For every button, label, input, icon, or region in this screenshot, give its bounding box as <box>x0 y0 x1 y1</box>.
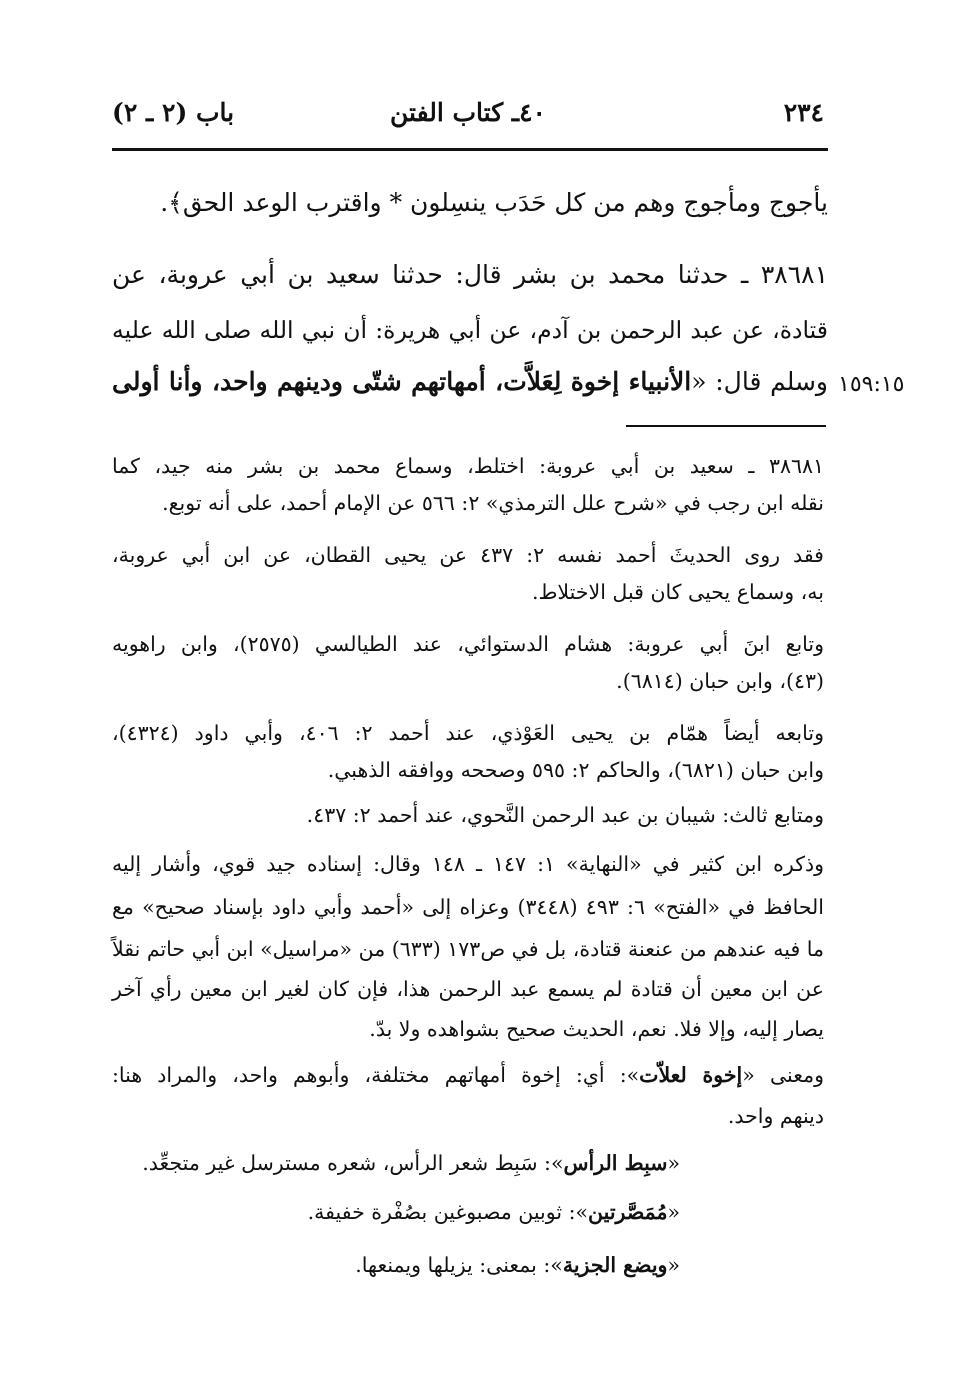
footnote-line: دينهم واحد. <box>727 1104 824 1128</box>
term-bold: مُمَصَّرتين <box>588 1200 668 1224</box>
term-bold: ويضع الجزية <box>562 1253 668 1277</box>
footnote-line: وتابع ابنَ أبي عروبة: هشام الدستوائي، عند الطيالسي (٢٥٧٥)، وابن راهويه <box>112 632 825 656</box>
term-bold: إخوة لعلاّت <box>639 1063 743 1087</box>
footnote-line: يصار إليه، وإلا فلا. نعم، الحديث صحيح بشواهده ولا بدّ. <box>369 1017 824 1041</box>
chapter-label: باب (٢ ـ ٢) <box>112 98 235 127</box>
margin-reference: ١٥٩:١٥ <box>838 372 905 397</box>
footnote-line: وذكره ابن كثير في «النهاية» ١: ١٤٧ ـ ١٤٨ وقال: إسناده جيد قوي، وأشار إليه <box>112 852 824 876</box>
hadith-line-2: قتادة، عن عبد الرحمن بن آدم، عن أبي هريرة: أن نبي الله صلى الله عليه <box>112 316 828 344</box>
footnote-line: عن ابن معين أن قتادة لم يسمع عبد الرحمن هذا، فإن كان لغير ابن معين رأي آخر <box>112 977 824 1001</box>
main-text-line-1: يأجوج ومأجوج وهم من كل حَدَب ينسِلون * واقترب الوعد الحق﴾. <box>160 188 828 217</box>
term-bold: سبِط الرأس <box>563 1151 668 1175</box>
footnote-line: (٤٣)، وابن حبان (٦٨١٤). <box>616 669 824 693</box>
footnote-line: نقله ابن رجب في «شرح علل الترمذي» ٢: ٥٦٦ عن الإمام أحمد، على أنه توبع. <box>162 491 824 515</box>
footnote-line: الحافظ في «الفتح» ٦: ٤٩٣ (٣٤٤٨) وعزاه إلى «أحمد وأبي داود بإسناد صحيح» مع <box>112 895 824 919</box>
footnote-divider <box>626 425 826 427</box>
footnote-line: ومتابع ثالث: شيبان بن عبد الرحمن النَّحوي، عند أحمد ٢: ٤٣٧. <box>306 803 824 827</box>
footnote-line: فقد روى الحديثَ أحمد نفسه ٢: ٤٣٧ عن يحيى القطان، عن ابن أبي عروبة، <box>112 543 824 567</box>
page-number: ٢٣٤ <box>783 98 824 127</box>
footnote-line: وابن حبان (٦٨٢١)، والحاكم ٢: ٥٩٥ وصححه ووافقه الذهبي. <box>327 758 824 782</box>
hadith-intro: وسلم قال: « <box>691 367 829 396</box>
glossary-line: «ويضع الجزية»: بمعنى: يزيلها ويمنعها. <box>355 1253 680 1277</box>
footnote-line: وتابعه أيضاً همّام بن يحيى العَوْذي، عند أحمد ٢: ٤٠٦، وأبي داود (٤٣٢٤)، <box>112 721 824 745</box>
running-header <box>112 98 824 138</box>
book-title: ٤٠ـ كتاب الفتن <box>390 98 546 127</box>
glossary-line: «سبِط الرأس»: سَبِط شعر الرأس، شعره مسترسل غير متجعِّد. <box>142 1151 680 1175</box>
footnote-line: ٣٨٦٨١ ـ سعيد بن أبي عروبة: اختلط، وسماع محمد بن بشر منه جيد، كما <box>112 454 824 478</box>
header-divider <box>112 148 828 151</box>
hadith-line-1: ٣٨٦٨١ ـ حدثنا محمد بن بشر قال: حدثنا سعيد بن أبي عروبة، عن <box>112 260 828 289</box>
glossary-line: «مُمَصَّرتين»: ثوبين مصبوغين بصُفْرة خفيفة. <box>307 1200 680 1224</box>
hadith-quote: الأنبياء إخوة لِعَلاَّت، أمهاتهم شتّى ودينهم واحد، وأنا أولى <box>112 367 692 396</box>
hadith-line-3 <box>112 365 828 399</box>
footnote-line: ما فيه عندهم من عنعنة قتادة، بل في ص١٧٣ (٦٣٣) من «مراسيل» ابن أبي حاتم نقلاً <box>112 937 824 961</box>
footnote-line: به، وسماع يحيى كان قبل الاختلاط. <box>531 580 824 604</box>
footnote-line: ومعنى «إخوة لعلاّت»: أي: إخوة أمهاتهم مختلفة، وأبوهم واحد، والمراد هنا: <box>112 1063 824 1087</box>
